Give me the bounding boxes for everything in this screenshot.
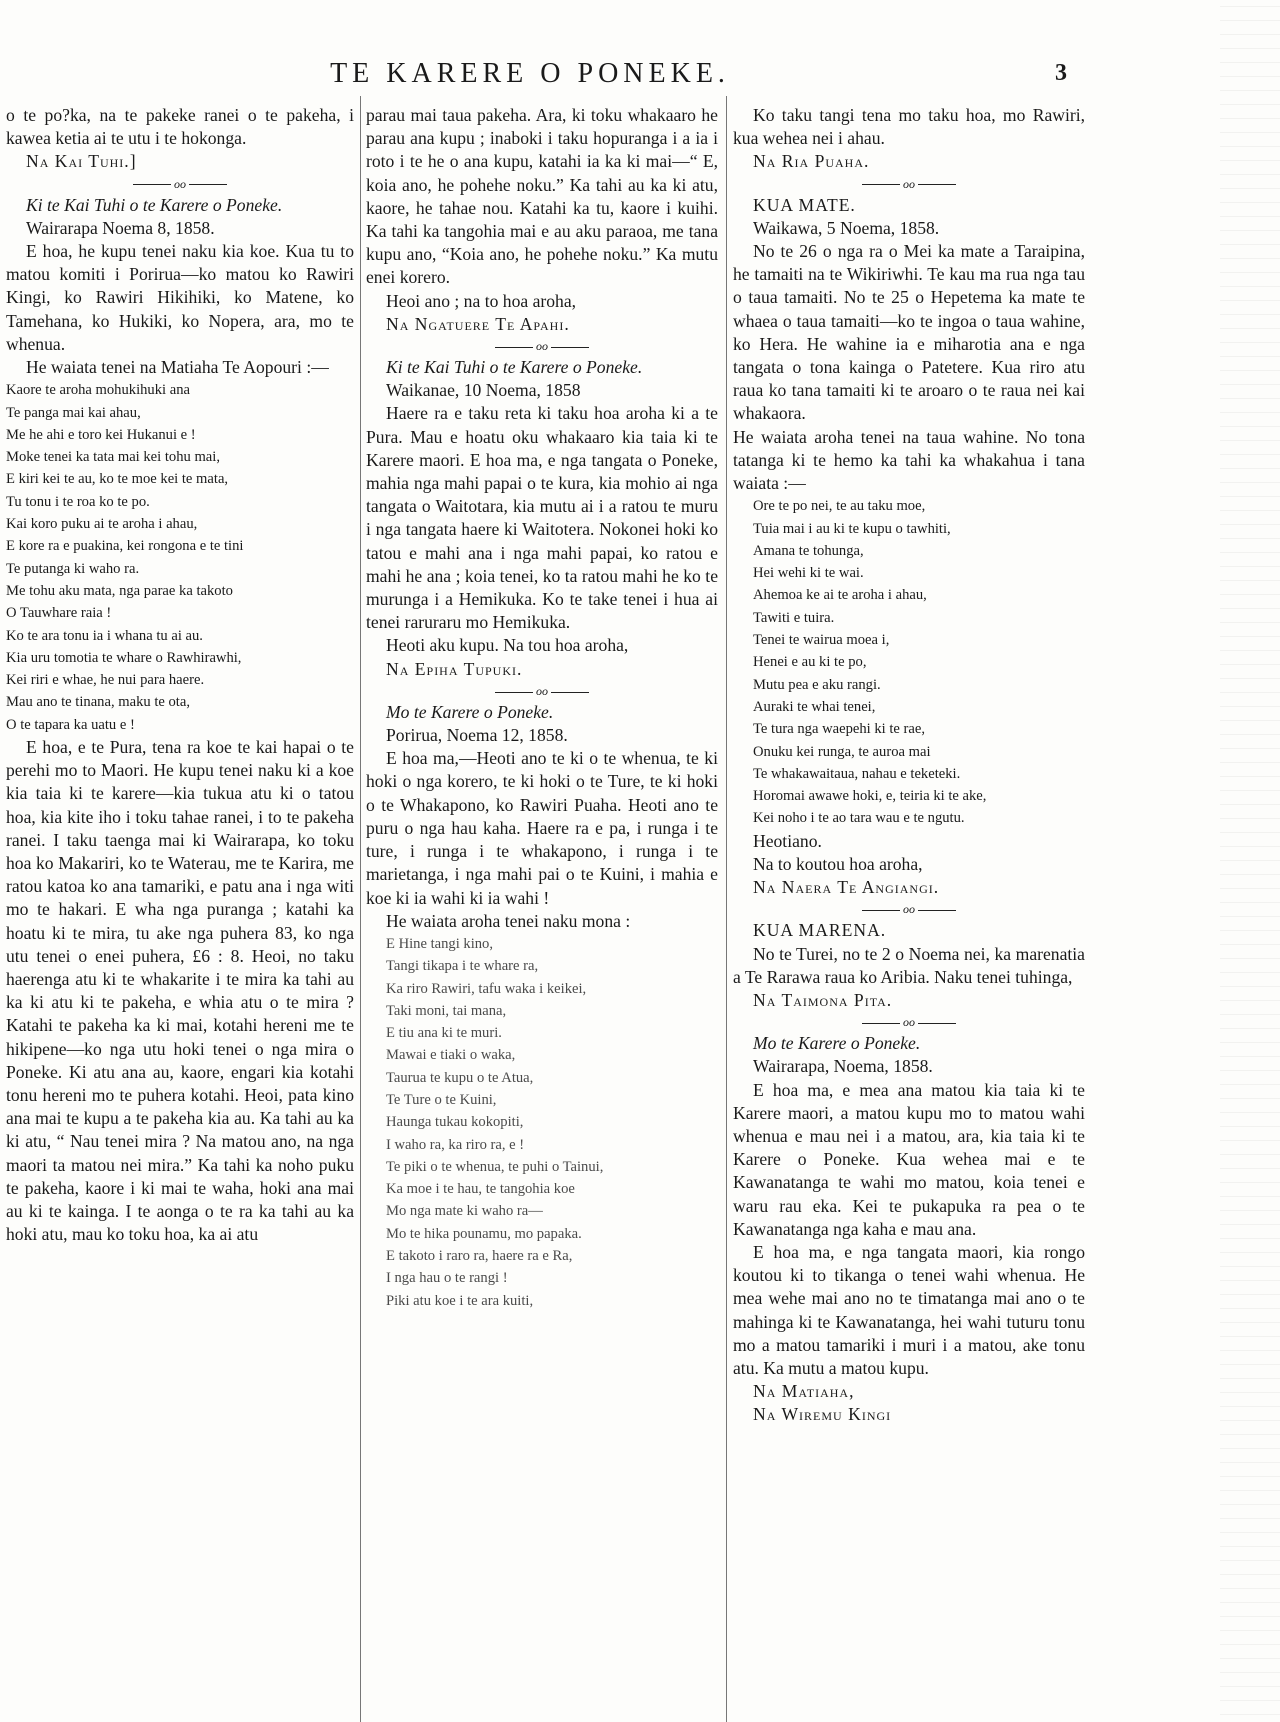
dateline: Wairarapa Noema 8, 1858. xyxy=(26,217,215,238)
letter-paragraph: E hoa, he kupu tenei naku kia koe. Kua tu to matou komiti i Porirua—ko matou ko Rawiri Kingi, ko Rawiri Hikihiki, ko Matene, ko Tamehana, ko Hukiki, ko Nopera, ara, mo te whenua. xyxy=(6,241,354,354)
section-divider: oo xyxy=(366,339,718,353)
poem-line: Kei riri e whae, he nui para haere. xyxy=(6,672,205,689)
section-divider: oo xyxy=(6,177,354,191)
closing-line: Heoi ano ; na to hoa aroha, xyxy=(386,290,577,311)
poem-line: Amana te tohunga, xyxy=(753,542,864,559)
signature: Na Wiremu Kingi xyxy=(753,1404,892,1425)
signature: Na Ngatuere Te Apahi. xyxy=(386,313,570,334)
poem-line: Ko te ara tonu ia i whana tu ai au. xyxy=(6,627,203,644)
poem-line: Kei noho i te ao tara wau e te ngutu. xyxy=(753,810,965,827)
poem-line: Taki moni, tai mana, xyxy=(386,1002,507,1019)
poem-line: I waho ra, ka riro ra, e ! xyxy=(386,1136,525,1153)
poem-line: Mo te hika pounamu, mo papaka. xyxy=(386,1225,582,1242)
section-divider: oo xyxy=(733,1015,1085,1029)
poem-line: Mo nga mate ki waho ra— xyxy=(386,1203,543,1220)
notice-paragraph: No te Turei, no te 2 o Noema nei, ka marenatia a Te Rarawa raua ko Aribia. Naku tenei tuhinga, xyxy=(733,943,1085,987)
notice-paragraph: He waiata aroha tenei na taua wahine. No tona tatanga ki te hemo ka tahi ka whakahua i tana waiata :— xyxy=(733,426,1085,494)
signature: Na Epiha Tupuki. xyxy=(386,658,523,679)
letter-paragraph: Haere ra e taku reta ki taku hoa aroha ki a te Pura. Mau e hoatu oku whakaaro kia taia ki te Karere maori. E hoa ma, e nga tangata o Poneke, mahia nga mahi papai o te kura, kia mohio ai nga tangata o Waitotara, kia mutu ai i a ratou te muru i nga tangata haere ki Waitotera. Nokonei hoki ko tatou e mahi ana i nga mahi papai, ko ratou e mahi he ana ; koia tenei, ko ta ratou mahi he ko te murunga i a Hemikuka. Ko te take tenei i hua ai tenei raruraru mo Hemikuka. xyxy=(366,403,718,633)
waiata-poem xyxy=(6,379,354,736)
poem-line: Tawiti e tuira. xyxy=(753,609,835,626)
poem-line: Te whakawaitaua, nahau e teketeki. xyxy=(753,765,961,782)
poem-line: O Tauwhare raia ! xyxy=(6,605,112,622)
poem-line: Me he ahi e toro kei Hukanui e ! xyxy=(6,426,196,443)
column-rule xyxy=(726,96,727,1722)
poem-line: Mutu pea e aku rangi. xyxy=(753,676,881,693)
closing-line: Heotiano. xyxy=(753,830,822,851)
page-header xyxy=(0,56,1280,96)
poem-line: Te putanga ki waho ra. xyxy=(6,560,140,577)
poem-line: Kia uru tomotia te whare o Rawhirawhi, xyxy=(6,649,242,666)
letter-paragraph: E hoa, e te Pura, tena ra koe te kai hapai o te perehi mo to Maori. He kupu tenei naku ki a koe kia taia ki te karere—kia tukua atu ki o tatou hoa, kia kite iho i toku tahae ranei, i to te pakeha ranei. I taku taenga mai ki Wairarapa, ko toku hoa ko Makariri, ko te Waterau, me te Karira, me ratou katoa ko ana tamariki, e patu ana i nga witi mo te hakari. E wha nga puranga ; katahi ka hoatu ki te mira, tu ake nga puhera 83, ko nga utu tenei o enei puhera, £6 : 8. Heoi, no taku haerenga atu ki te whakarite i te mira ka tahi au ka ki atu ki te pakeha, e whia atu o te mira ? Katahi te pakeha ka ki mai, kotahi hereni me te hikipene—ko nga utu hoki tenei o nga mira o Poneke. Ki atu ana au, kaore, engari kia kotahi tonu hereni mo te puhera kotahi. Heoi, pata kino ana mai te kupu a te pakeha kia au. Ka tahi au ka ki atu, “ Nau tenei mira ? Na matou ano, na nga maori ta matou nei mira.” Ka tahi ka noho puku te pakeha, kaore i ki mai te waha, hoki ana mai au ki te kainga. I te aonga o te ra ka tahi au ka hoki atu, mau ko toku hoa, ka ai atu xyxy=(6,736,354,1245)
poem-line: Moke tenei ka tata mai kei tohu mai, xyxy=(6,449,220,466)
poem-line: Tenei te wairua moea i, xyxy=(753,632,890,649)
poem-line: E Hine tangi kino, xyxy=(386,935,494,952)
signature: Na Kai Tuhi.] xyxy=(26,151,137,172)
section-heading: KUA MARENA. xyxy=(753,920,887,941)
poem-line: Hei wehi ki te wai. xyxy=(753,565,864,582)
section-divider: oo xyxy=(366,684,718,698)
poem-line: Horomai awawe hoki, e, teiria ki te ake, xyxy=(753,788,987,805)
letter-paragraph: E hoa ma, e nga tangata maori, kia rongo koutou ki to tikanga o tenei wahi whenua. He mea wehe mai ano no te timatanga mai ano o te mahinga ki te Kawanatanga, hei wahi tuturu tonu mo a matou tamariki i muri i a matou, ake tonu atu. Ka mutu a matou kupu. xyxy=(733,1241,1085,1378)
scan-edge-strip xyxy=(1220,0,1280,1722)
poem-line: Ka riro Rawiri, tafu waka i keikei, xyxy=(386,980,587,997)
section-heading: KUA MATE. xyxy=(753,194,856,215)
letter-heading: Mo te Karere o Poneke. xyxy=(753,1033,921,1054)
poem-line: Kai koro puku ai te aroha i ahau, xyxy=(6,516,198,533)
letter-heading: Ki te Kai Tuhi o te Karere o Poneke. xyxy=(386,357,643,378)
newspaper-title: TE KARERE O PONEKE. xyxy=(330,58,730,89)
signature: Na Naera Te Angiangi. xyxy=(753,877,940,898)
letter-paragraph: He waiata aroha tenei naku mona : xyxy=(386,910,631,931)
poem-line: E kiri kei te au, ko te moe kei te mata, xyxy=(6,471,229,488)
poem-line: Ka moe i te hau, te tangohia koe xyxy=(386,1181,575,1198)
poem-line: I nga hau o te rangi ! xyxy=(386,1270,508,1287)
poem-line: E tiu ana ki te muri. xyxy=(386,1025,502,1042)
signature: Na Ria Puaha. xyxy=(753,151,870,172)
letter-paragraph: E hoa ma, e mea ana matou kia taia ki te Karere maori, a matou kupu mo to matou wahi whenua e mau nei i a matou, ara, kia taia ki te Karere o Poneke. Kua wehea mai e te Kawanatanga te wahi mo matou, koia tenei e waru rau eka. Kei te pukapuka ra pea o te Kawanatanga nga kaha e mau ana. xyxy=(733,1079,1085,1239)
poem-line: Ore te po nei, te au taku moe, xyxy=(753,498,926,515)
dateline: Waikawa, 5 Noema, 1858. xyxy=(753,217,940,238)
poem-line: Te Ture o te Kuini, xyxy=(386,1091,497,1108)
poem-line: Haunga tukau kokopiti, xyxy=(386,1114,524,1131)
poem-line: Tuia mai i au ki te kupu o tawhiti, xyxy=(753,520,951,537)
letter-heading: Ki te Kai Tuhi o te Karere o Poneke. xyxy=(26,194,283,215)
dateline: Waikanae, 10 Noema, 1858 xyxy=(386,380,581,401)
poem-line: Ahemoa ke ai te aroha i ahau, xyxy=(753,587,927,604)
column-1 xyxy=(6,104,354,1716)
column-rule xyxy=(360,96,361,1722)
continued-paragraph: parau mai taua pakeha. Ara, ki toku whakaaro he parau ana kupu ; inaboki i taku hopuranga i a ia i roto i te he o ana kupu, katahi ia ka ki mai—“ E, koia ano, he pohehe noku.” Ka tahi au ka ki atu, kaore, he tahae nou. Katahi ka tu, kaore i kuihi. Ka tahi ka tangohia mai e au aku paraoa, me tana kupu ano, “Koia ano, he pohehe noku.” Ka mutu enei korero. xyxy=(366,105,718,288)
column-2 xyxy=(366,104,718,1716)
signature: Na Taimona Pita. xyxy=(753,989,893,1010)
poem-line: Tu tonu i te roa ko te po. xyxy=(6,493,150,510)
signature: Na Matiaha, xyxy=(753,1381,855,1402)
poem-line: E kore ra e puakina, kei rongona e te tini xyxy=(6,538,244,555)
poem-line: Te piki o te whenua, te puhi o Tainui, xyxy=(386,1158,604,1175)
poem-line: Mau ano te tinana, maku te ota, xyxy=(6,694,190,711)
poem-line: Piki atu koe i te ara kuiti, xyxy=(386,1292,534,1309)
section-divider: oo xyxy=(733,902,1085,916)
letter-paragraph: E hoa ma,—Heoti ano te ki o te whenua, te ki hoki o nga korero, te ki hoki o te Ture, te ki hoki o te Whakapono, ko Rawiri Puaha. Heoti ano te puru o nga hau kaha. Haere ra e pa, i runga i te ture, i runga i te whakapono, i runga i te marietanga, i nga mahi pai o te Kuini, i mahia e koe ki ia wahi ki ia wahi ! xyxy=(366,748,718,908)
poem-line: Henei e au ki te po, xyxy=(753,654,867,671)
poem-line: Te tura nga waepehi ki te rae, xyxy=(753,721,925,738)
closing-line: Heoti aku kupu. Na tou hoa aroha, xyxy=(386,635,629,656)
letter-heading: Mo te Karere o Poneke. xyxy=(386,701,554,722)
page-number: 3 xyxy=(1055,60,1067,86)
poem-line: Mawai e tiaki o waka, xyxy=(386,1047,516,1064)
poem-line: Te panga mai kai ahau, xyxy=(6,404,141,421)
closing-line: Na to koutou hoa aroha, xyxy=(753,853,923,874)
poem-line: Kaore te aroha mohukihuki ana xyxy=(6,382,190,399)
continued-paragraph: Ko taku tangi tena mo taku hoa, mo Rawiri, kua wehea nei i ahau. xyxy=(733,105,1085,149)
waiata-poem xyxy=(733,495,1085,829)
poem-line: E takoto i raro ra, haere ra e Ra, xyxy=(386,1248,573,1265)
poem-line: Tangi tikapa i te whare ra, xyxy=(386,958,539,975)
poem-line: Auraki te whai tenei, xyxy=(753,698,876,715)
poem-line: Taurua te kupu o te Atua, xyxy=(386,1069,534,1086)
poem-line: O te tapara ka uatu e ! xyxy=(6,716,135,733)
waiata-poem xyxy=(366,933,718,1312)
continued-paragraph: o te po?ka, na te pakeke ranei o te pakeha, i kawea ketia ai te utu i te hokonga. xyxy=(6,105,354,149)
letter-paragraph: He waiata tenei na Matiaha Te Aopouri :— xyxy=(26,357,329,378)
column-3 xyxy=(733,104,1085,1716)
poem-line: Onuku kei runga, te auroa mai xyxy=(753,743,931,760)
dateline: Wairarapa, Noema, 1858. xyxy=(753,1056,933,1077)
notice-paragraph: No te 26 o nga ra o Mei ka mate a Taraipina, he tamaiti na te Wikiriwhi. Te kau ma rua nga tau o taua tamaiti. No te 25 o Hepetema ka mate te whaea o taua tamaiti—ko te ingoa o taua wahine, ko Hera. He wahine ia e miharotia ana e nga tangata o tona kainga o Patetere. Kua riro atu raua ko tana tamaiti ki te aroaro o te raua nei kai whakaora. xyxy=(733,241,1085,424)
dateline: Porirua, Noema 12, 1858. xyxy=(386,725,568,746)
poem-line: Me tohu aku mata, nga parae ka takoto xyxy=(6,582,233,599)
section-divider: oo xyxy=(733,177,1085,191)
